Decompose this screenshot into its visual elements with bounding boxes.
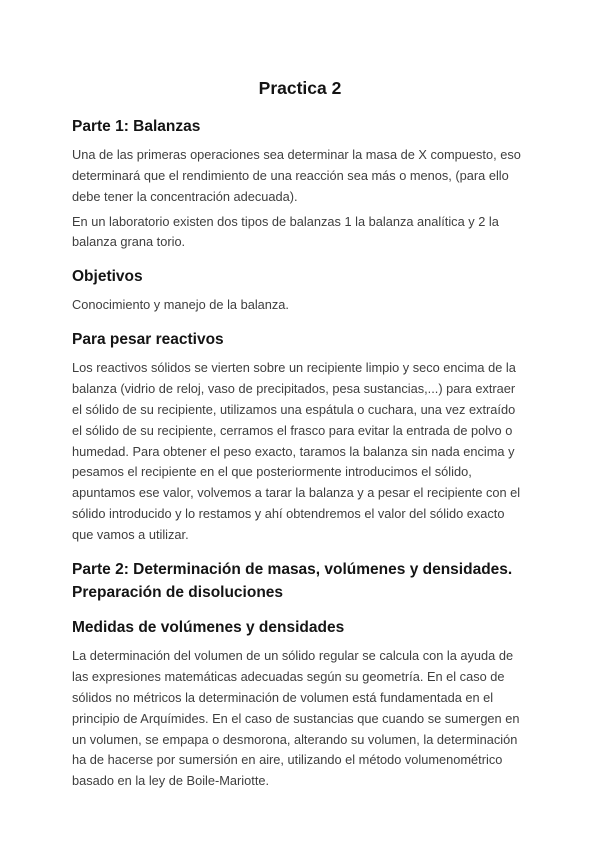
paragraph: La determinación del volumen de un sólido regular se calcula con la ayuda de las expresiones matemáticas adecuadas según su geometría. En el caso de sólidos no métricos la determinación de volumen está fundamentada en el principio de Arquímides. En el caso de sustancias que cuando se sumergen en un volumen, se empapa o desmorona, alterando su volumen, la determinación ha de hacerse por sumersión en aire, utilizando el método volumenométrico basado en la ley de Boile-Mariotte. — [72, 648, 520, 789]
document-title: Practica 2 — [258, 78, 342, 98]
paragraph: Los reactivos sólidos se vierten sobre un recipiente limpio y seco encima de la balanza (vidrio de reloj, vaso de precipitados, pesa sustancias,...) para extraer el sólido de su recipiente, utilizamos una espátula o cuchara, una vez extraído el sólido de su recipiente, cerramos el frasco para evitar la entrada de polvo o humedad. Para obtener el peso exacto, taramos la balanza sin nada encima y pesamos el recipiente en el que posteriormente introducimos el sólido, apuntamos ese valor, volvemos a tarar la balanza y a pesar el recipiente con el sólido introducido y lo restamos y ahí obtendremos el valor del sólido exacto que vamos a utilizar. — [72, 360, 521, 542]
section-heading-parte-1: Parte 1: Balanzas — [72, 117, 201, 135]
paragraph: Conocimiento y manejo de la balanza. — [72, 297, 289, 313]
section-heading-medidas-volumenes: Medidas de volúmenes y densidades — [72, 619, 345, 637]
section-heading-objetivos: Objetivos — [72, 268, 143, 286]
paragraph: En un laboratorio existen dos tipos de balanzas 1 la balanza analítica y 2 la balanza grana torio. — [72, 213, 499, 250]
section-heading-para-pesar-reactivos: Para pesar reactivos — [72, 331, 224, 349]
section-heading-parte-2: Parte 2: Determinación de masas, volúmenes y densidades. Preparación de disoluciones — [72, 560, 513, 601]
paragraph: Una de las primeras operaciones sea determinar la masa de X compuesto, eso determinará que el rendimiento de una reacción sea más o menos, (para ello debe tener la concentración adecuada). — [72, 147, 521, 204]
